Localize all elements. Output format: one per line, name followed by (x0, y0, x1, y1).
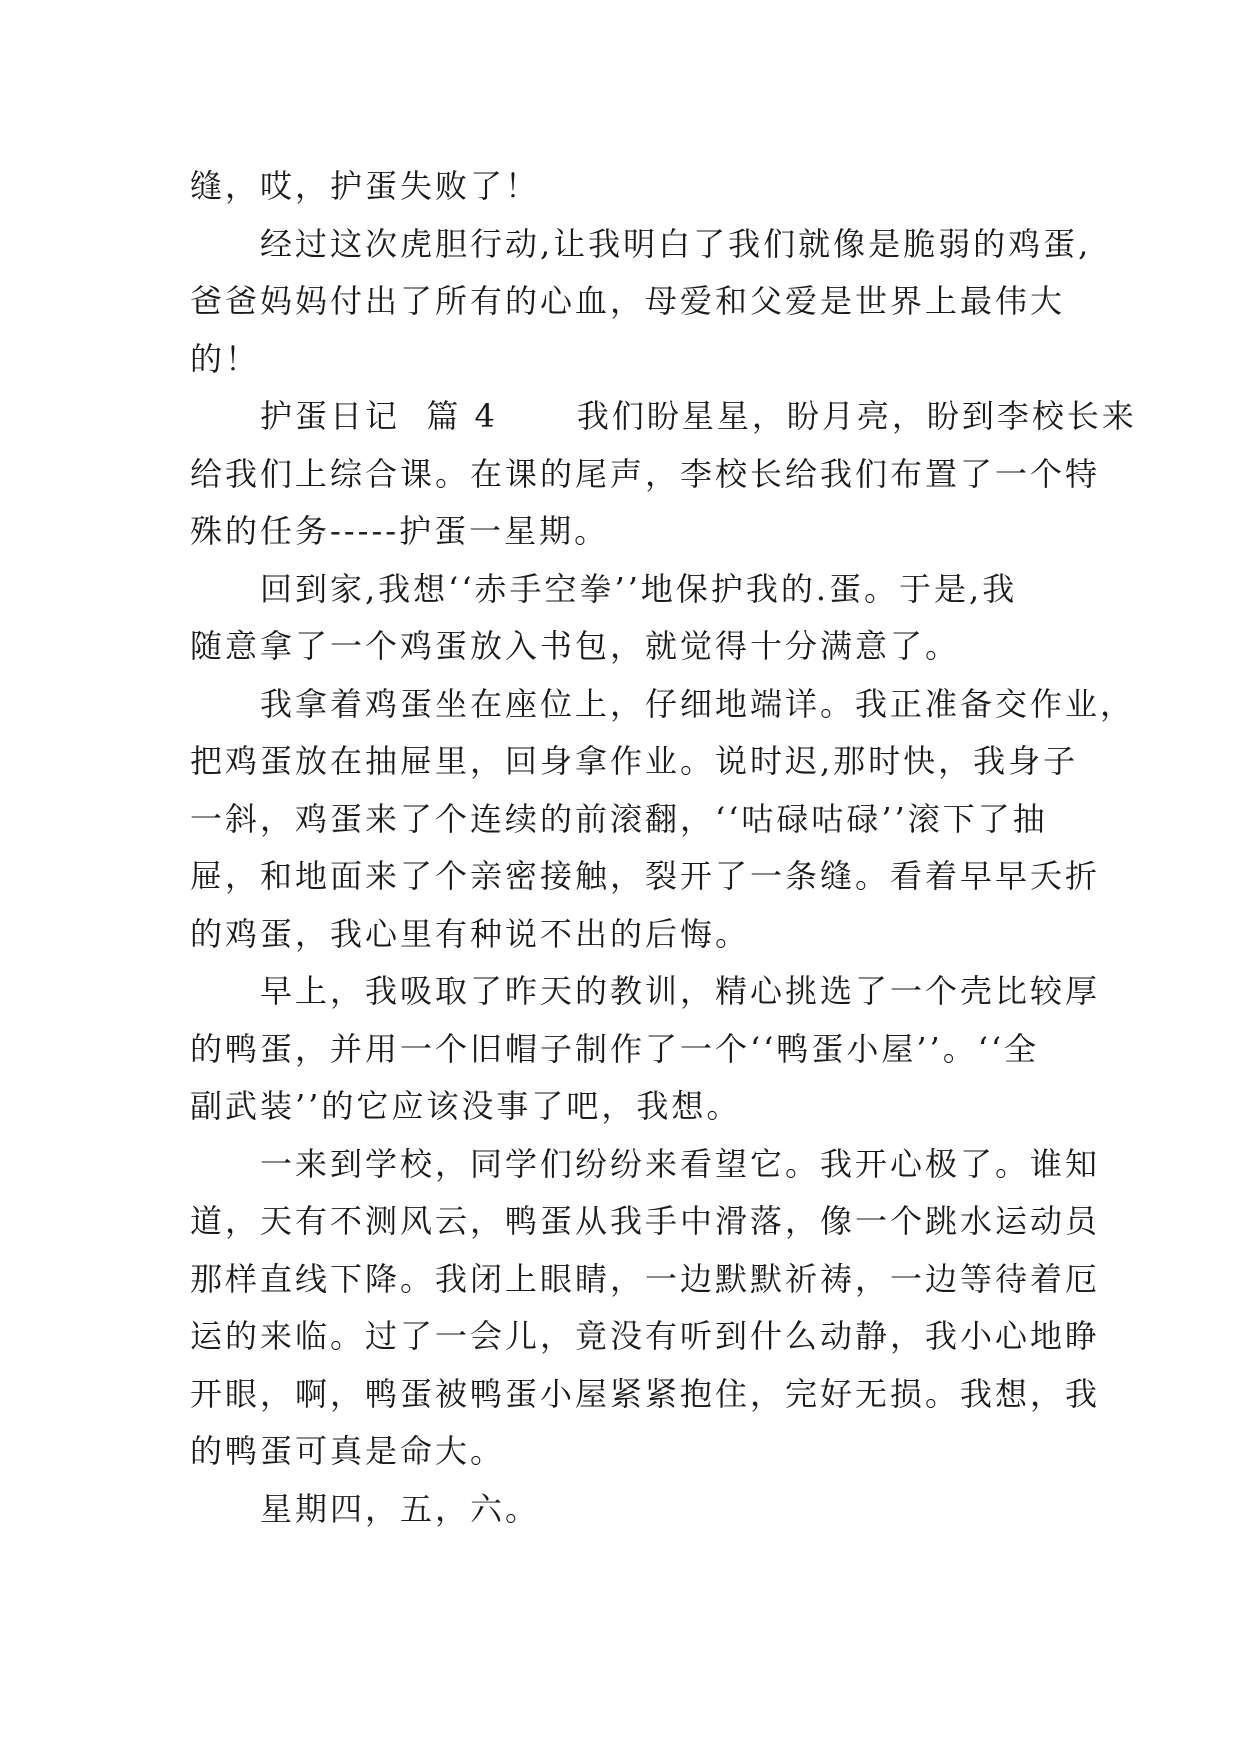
text-line: 屉，和地面来了个亲密接触，裂开了一条缝。看着早早夭折 (190, 857, 1101, 895)
text-line: 一来到学校，同学们纷纷来看望它。我开心极了。谁知 (260, 1144, 1101, 1183)
text-line: 随意拿了一个鸡蛋放入书包，就觉得十分满意了。 (190, 627, 961, 665)
text-line: 运的来临。过了一会儿，竟没有听到什么动静，我小心地睁 (190, 1317, 1101, 1355)
text-line: 回到家,我想‘‘赤手空拳’’地保护我的.蛋。于是,我 (260, 569, 1018, 608)
text-line: 那样直线下降。我闭上眼睛，一边默默祈祷，一边等待着厄 (190, 1259, 1101, 1298)
text-line: 的鸡蛋，我心里有种说不出的后悔。 (190, 914, 751, 953)
text-line: 的鸭蛋可真是命大。 (190, 1432, 506, 1470)
text-line: 星期四，五，六。 (260, 1489, 541, 1528)
text-line: 的鸭蛋，并用一个旧帽子制作了一个‘‘鸭蛋小屋’’。‘‘全 (190, 1029, 1040, 1068)
text-line: 一斜，鸡蛋来了个连续的前滚翻，‘‘咕碌咕碌’’滚下了抽 (190, 799, 1048, 838)
text-line: 副武装’’的它应该没事了吧，我想。 (190, 1087, 742, 1125)
document-body (190, 158, 1137, 1538)
text-line: 经过这次虎胆行动,让我明白了我们就像是脆弱的鸡蛋, (260, 224, 1092, 263)
text-line: 殊的任务-----护蛋一星期。 (190, 512, 610, 550)
text-line: 我拿着鸡蛋坐在座位上，仔细地端详。我正准备交作业， (260, 684, 1136, 723)
text-line: 早上，我吸取了昨天的教训，精心挑选了一个壳比较厚 (260, 972, 1101, 1010)
text-line: 把鸡蛋放在抽屉里，回身拿作业。说时迟,那时快，我身子 (190, 742, 1079, 780)
text-line: 道，天有不测风云，鸭蛋从我手中滑落，像一个跳水运动员 (190, 1202, 1101, 1240)
text-line: 爸爸妈妈付出了所有的心血，母爱和父爱是世界上最伟大 (190, 282, 1066, 320)
text-line: 的！ (190, 339, 261, 378)
text-line: 给我们上综合课。在课的尾声，李校长给我们布置了一个特 (190, 454, 1101, 493)
text-line: 开眼，啊，鸭蛋被鸭蛋小屋紧紧抱住，完好无损。我想，我 (190, 1374, 1101, 1413)
text-line: 护蛋日记 篇 4 我们盼星星，盼月亮，盼到李校长来 (260, 397, 1137, 435)
text-line: 缝，哎，护蛋失败了！ (190, 167, 541, 205)
